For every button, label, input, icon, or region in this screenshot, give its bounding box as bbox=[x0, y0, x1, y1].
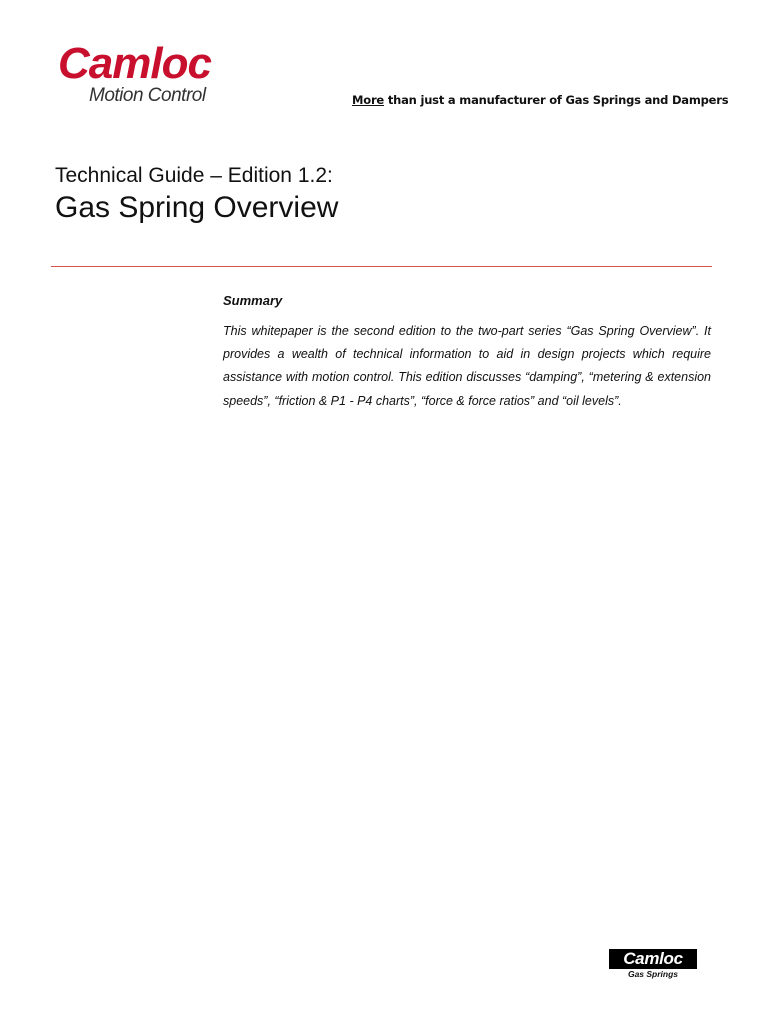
logo-subtitle: Motion Control bbox=[89, 85, 206, 106]
camloc-logo bbox=[58, 40, 211, 106]
header-divider bbox=[51, 266, 712, 267]
tagline bbox=[352, 93, 728, 107]
summary-body: This whitepaper is the second edition to the two-part series “Gas Spring Overview”. It provides a wealth of technical information to aid in design projects which require assistance with motion control. This edition discusses “damping”, “metering & extension speeds”, “friction & P1 - P4 charts”, “force & force ratios” and “oil levels”. bbox=[223, 324, 711, 408]
footer-logo-subtitle: Gas Springs bbox=[627, 969, 679, 979]
tagline-emphasis: More bbox=[352, 93, 385, 107]
summary-heading: Summary bbox=[223, 293, 283, 308]
document-title: Gas Spring Overview bbox=[55, 191, 339, 224]
tagline-text: than just a manufacturer of Gas Springs and Dampers bbox=[384, 93, 729, 107]
footer-logo-name: Camloc bbox=[609, 949, 697, 969]
footer-logo bbox=[609, 949, 697, 980]
document-subtitle: Technical Guide – Edition 1.2: bbox=[55, 164, 333, 187]
logo-name: Camloc bbox=[58, 39, 211, 88]
